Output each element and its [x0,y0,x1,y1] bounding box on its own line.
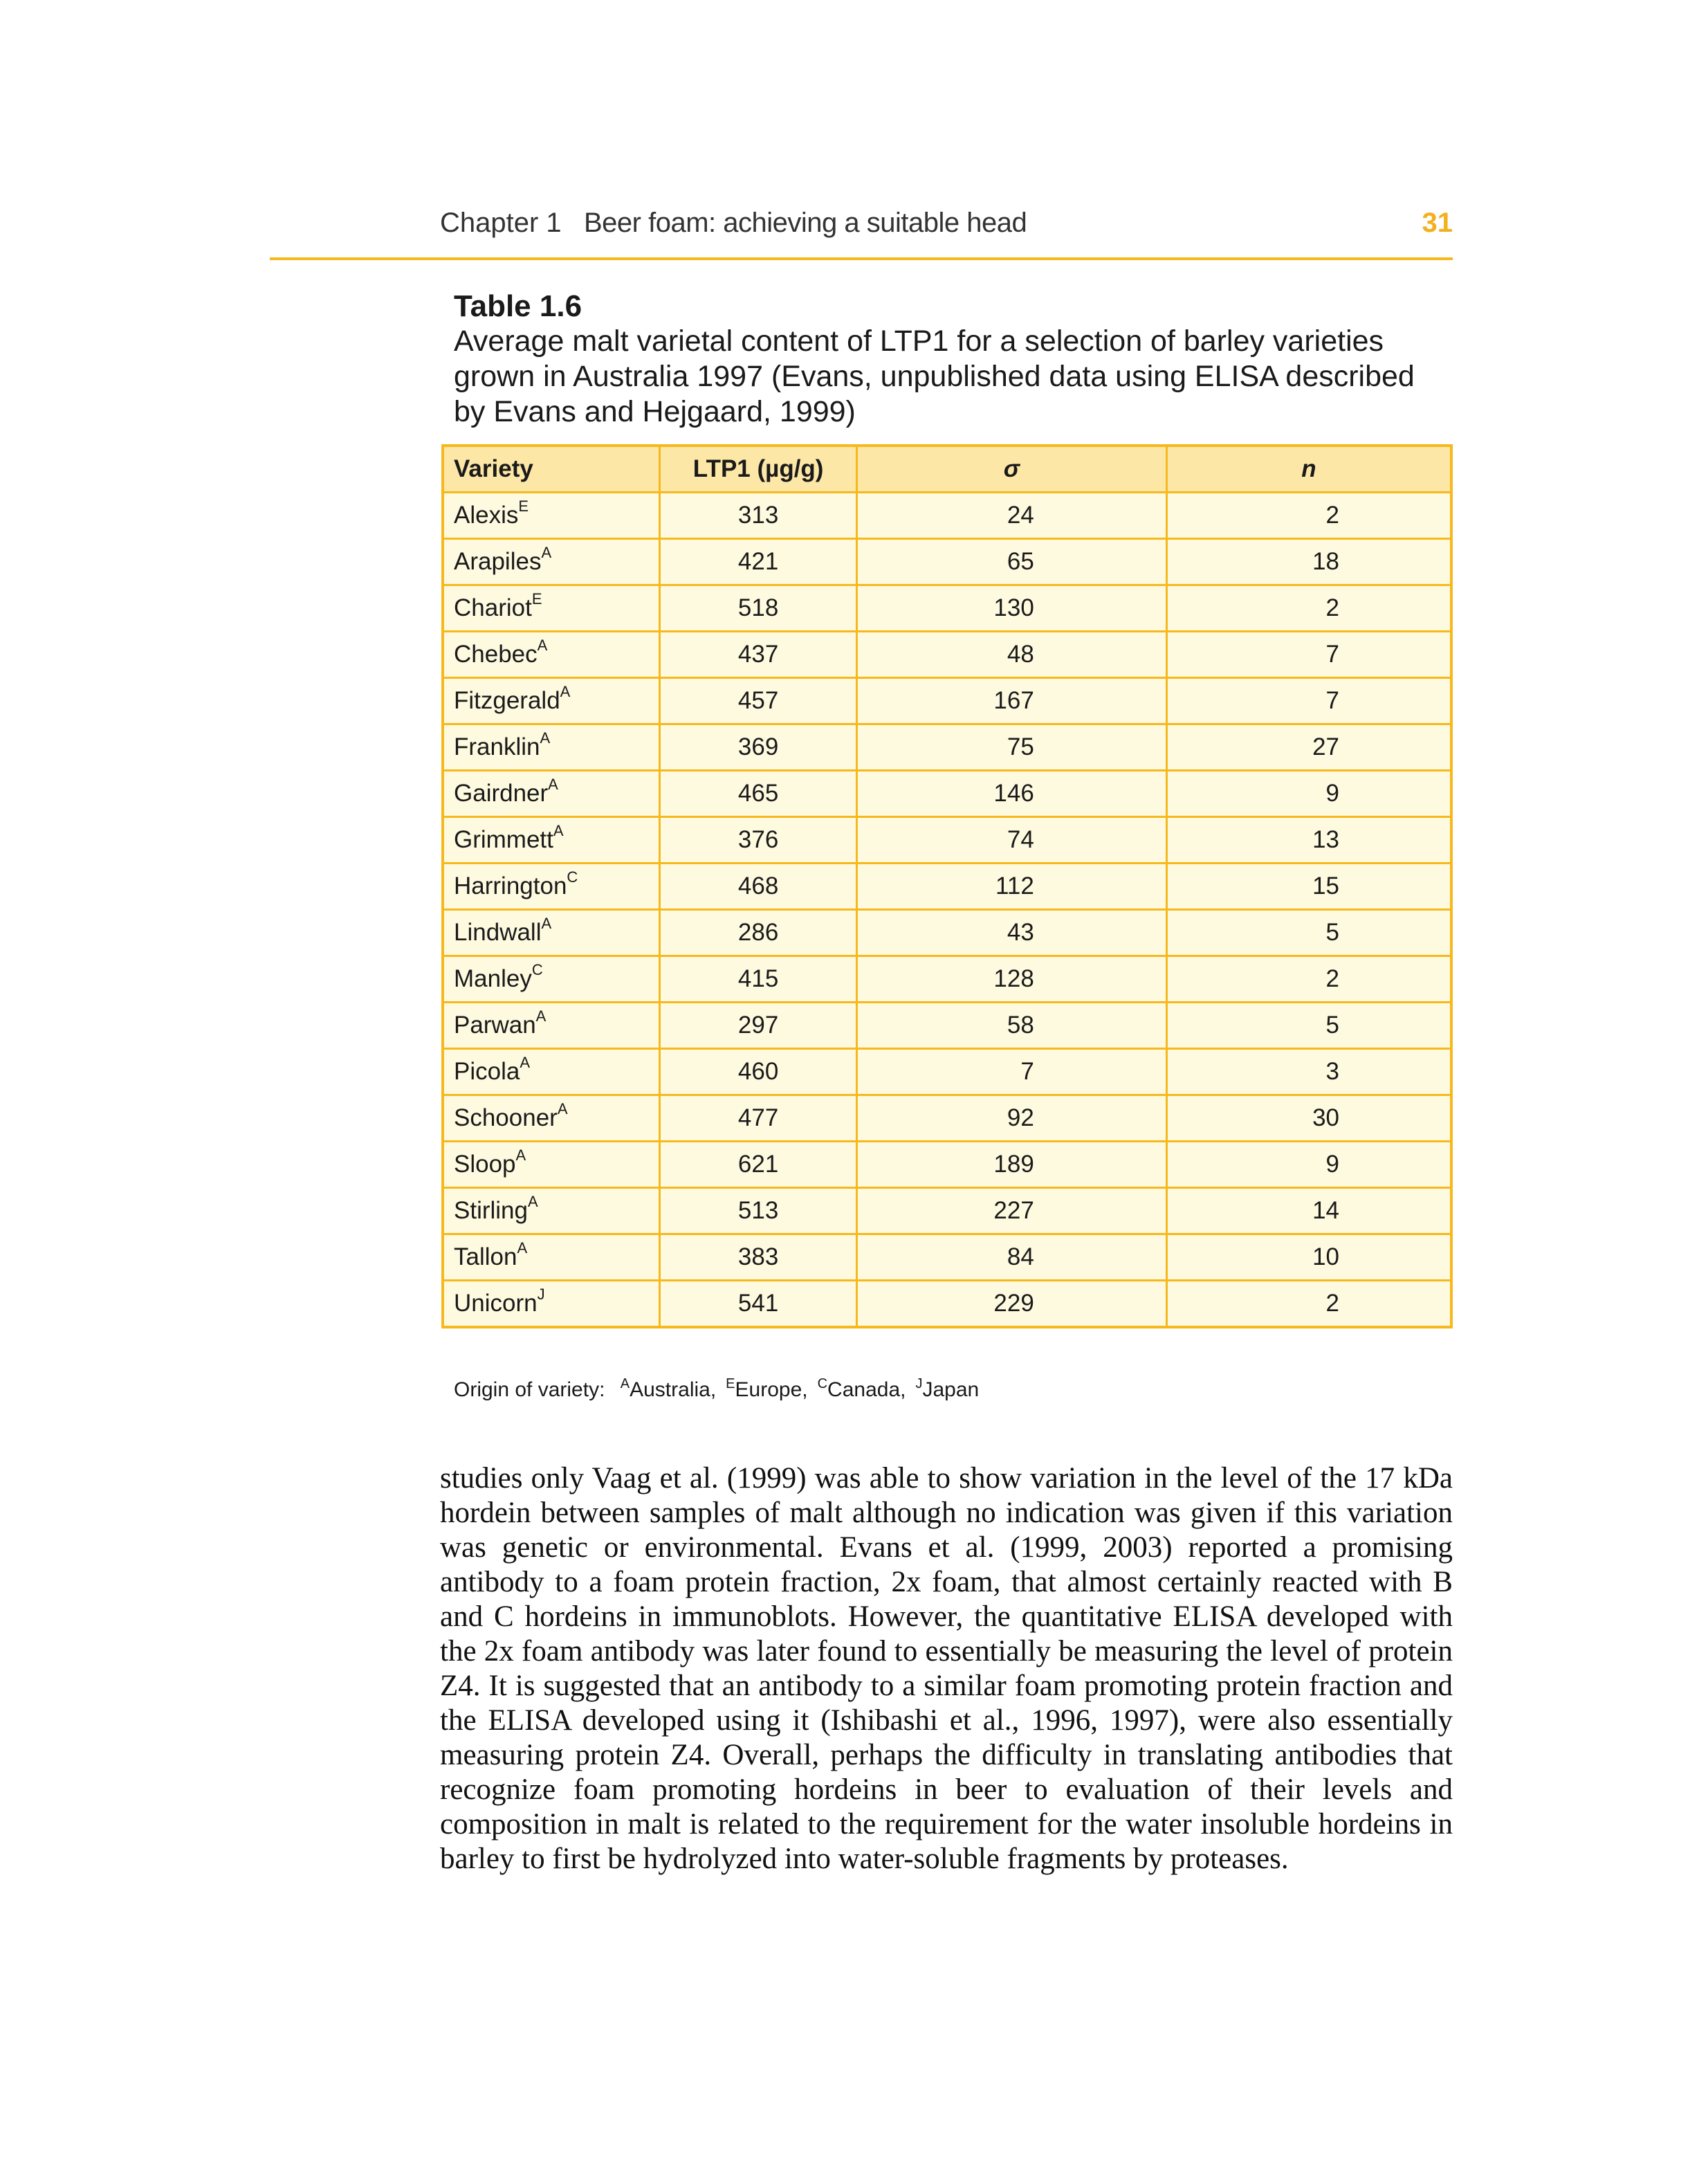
cell-n: 2 [1166,585,1451,632]
cell-n: 5 [1166,910,1451,956]
variety-name: Grimmett [454,826,553,853]
cell-sigma: 7 [856,1049,1166,1095]
variety-name: Stirling [454,1197,528,1224]
table-row [443,956,1451,1003]
cell-sigma: 58 [856,1003,1166,1049]
cell-variety [443,771,660,817]
origin-superscript: A [553,822,564,839]
variety-name: Unicorn [454,1290,538,1317]
cell-n: 5 [1166,1003,1451,1049]
cell-ltp1: 437 [660,632,857,678]
cell-sigma: 65 [856,539,1166,585]
cell-sigma: 48 [856,632,1166,678]
running-header [270,208,1453,246]
origin-superscript: A [560,683,571,700]
cell-sigma: 130 [856,585,1166,632]
variety-name: Chebec [454,641,538,668]
origin-superscript: A [540,729,551,747]
origin-superscript: A [541,544,552,561]
cell-ltp1: 286 [660,910,857,956]
origin-item [621,1378,716,1401]
origin-item [818,1378,906,1401]
cell-variety [443,493,660,539]
variety-name: Manley [454,965,532,992]
variety-name: Parwan [454,1012,536,1039]
origin-superscript: E [531,590,542,608]
table-row [443,539,1451,585]
cell-ltp1: 518 [660,585,857,632]
cell-variety [443,585,660,632]
table-row [443,678,1451,724]
origin-country: Canada, [827,1378,906,1401]
variety-name: Sloop [454,1151,516,1178]
cell-ltp1: 383 [660,1234,857,1281]
variety-name: Schooner [454,1104,558,1131]
origin-country: Australia, [630,1378,717,1401]
variety-name: Alexis [454,502,519,529]
variety-name: Harrington [454,873,567,899]
origin-superscript: A [517,1239,528,1257]
cell-variety [443,539,660,585]
cell-sigma: 128 [856,956,1166,1003]
cell-ltp1: 421 [660,539,857,585]
cell-n: 2 [1166,493,1451,539]
cell-ltp1: 468 [660,864,857,910]
table-label: Table 1.6 [454,289,582,323]
variety-name: Gairdner [454,780,549,807]
origin-superscript: A [541,915,552,932]
cell-variety [443,910,660,956]
cell-variety [443,1142,660,1188]
table-row [443,1142,1451,1188]
table-row [443,1188,1451,1234]
cell-n: 3 [1166,1049,1451,1095]
variety-name: Fitzgerald [454,687,560,714]
origin-code: C [817,1376,828,1391]
origin-item [915,1378,979,1401]
table-row [443,817,1451,864]
origin-superscript: E [518,497,529,515]
cell-variety [443,864,660,910]
ltp1-table [441,444,1453,1328]
table-row [443,1049,1451,1095]
cell-ltp1: 457 [660,678,857,724]
cell-ltp1: 376 [660,817,857,864]
cell-n: 15 [1166,864,1451,910]
chapter-title: Beer foam: achieving a suitable head [584,208,1027,238]
header-rule [270,257,1453,260]
cell-n: 7 [1166,632,1451,678]
cell-sigma: 75 [856,724,1166,771]
chapter-label: Chapter 1 [440,208,562,238]
cell-sigma: 24 [856,493,1166,539]
variety-name: Chariot [454,594,532,621]
cell-ltp1: 415 [660,956,857,1003]
cell-n: 30 [1166,1095,1451,1142]
cell-sigma: 84 [856,1234,1166,1281]
column-header-variety: Variety [443,446,660,493]
cell-ltp1: 513 [660,1188,857,1234]
origin-item [726,1378,807,1401]
table-row [443,585,1451,632]
cell-ltp1: 460 [660,1049,857,1095]
table-row [443,1003,1451,1049]
variety-name: Tallon [454,1243,517,1270]
table-row [443,1095,1451,1142]
cell-variety [443,1234,660,1281]
cell-n: 13 [1166,817,1451,864]
cell-n: 10 [1166,1234,1451,1281]
cell-sigma: 43 [856,910,1166,956]
table-row [443,864,1451,910]
origin-prefix: Origin of variety: [454,1378,605,1401]
origin-superscript: A [515,1147,526,1164]
cell-sigma: 189 [856,1142,1166,1188]
cell-sigma: 112 [856,864,1166,910]
origin-code: J [915,1376,923,1391]
cell-variety [443,1003,660,1049]
cell-ltp1: 313 [660,493,857,539]
cell-ltp1: 297 [660,1003,857,1049]
variety-name: Arapiles [454,548,542,575]
origin-country: Europe, [735,1378,808,1401]
origin-code: E [726,1376,735,1391]
column-header-sigma: σ [856,446,1166,493]
table-header-row [443,446,1451,493]
page-number: 31 [1422,208,1453,238]
cell-n: 9 [1166,771,1451,817]
cell-sigma: 227 [856,1188,1166,1234]
cell-variety [443,1188,660,1234]
table-row [443,771,1451,817]
cell-n: 9 [1166,1142,1451,1188]
table-row [443,632,1451,678]
table-caption: Average malt varietal content of LTP1 for a selection of barley varieties grown in Australia 1997 (Evans, unpublished data using ELISA described by Evans and Hejgaard, 1999) [454,325,1415,428]
cell-ltp1: 621 [660,1142,857,1188]
variety-name: Franklin [454,733,540,760]
origin-superscript: A [520,1054,531,1071]
cell-variety [443,724,660,771]
origin-superscript: A [527,1193,538,1210]
origin-country: Japan [922,1378,980,1401]
cell-ltp1: 477 [660,1095,857,1142]
table-row [443,1234,1451,1281]
cell-n: 2 [1166,956,1451,1003]
cell-variety [443,632,660,678]
origin-superscript: C [531,961,543,978]
origin-superscript: A [537,637,548,654]
origin-footnote [454,1378,979,1402]
column-header-ltp1: LTP1 (µg/g) [660,446,857,493]
cell-variety [443,1049,660,1095]
cell-variety [443,1281,660,1328]
cell-variety [443,817,660,864]
origin-superscript: C [567,868,578,886]
table-row [443,724,1451,771]
origin-superscript: A [535,1007,547,1025]
column-header-n: n [1166,446,1451,493]
cell-variety [443,1095,660,1142]
table-row [443,910,1451,956]
origin-superscript: A [557,1100,568,1117]
cell-sigma: 92 [856,1095,1166,1142]
cell-sigma: 146 [856,771,1166,817]
cell-sigma: 74 [856,817,1166,864]
cell-n: 18 [1166,539,1451,585]
variety-name: Lindwall [454,919,542,946]
cell-sigma: 167 [856,678,1166,724]
cell-variety [443,956,660,1003]
origin-code: A [620,1376,630,1391]
table-row [443,1281,1451,1328]
origin-superscript: J [537,1286,545,1303]
cell-ltp1: 541 [660,1281,857,1328]
origin-superscript: A [548,776,558,793]
variety-name: Picola [454,1058,520,1085]
cell-sigma: 229 [856,1281,1166,1328]
cell-ltp1: 465 [660,771,857,817]
cell-n: 27 [1166,724,1451,771]
cell-n: 14 [1166,1188,1451,1234]
cell-ltp1: 369 [660,724,857,771]
cell-n: 7 [1166,678,1451,724]
table-row [443,493,1451,539]
cell-n: 2 [1166,1281,1451,1328]
cell-variety [443,678,660,724]
body-paragraph: studies only Vaag et al. (1999) was able to show variation in the level of the 17 kDa hordein between samples of malt although no indication was given if this variation was genetic or environmental. Evans et al. (1999, 2003) reported a promising antibody to a foam protein fraction, 2x foam, that almost certainly reacted with B and C hordeins in immunoblots. However, the quantitative ELISA developed with the 2x foam antibody was later found to essentially be measuring the level of protein Z4. It is suggested that an antibody to a similar foam promoting protein fraction and the ELISA developed using it (Ishibashi et al., 1996, 1997), were also essentially measuring protein Z4. Overall, perhaps the difficulty in translating antibodies that recognize foam promoting hordeins in beer to evaluation of their levels and composition in malt is related to the requirement for the water insoluble hordeins in barley to first be hydrolyzed into water-soluble fragments by proteases. [440,1462,1453,1875]
